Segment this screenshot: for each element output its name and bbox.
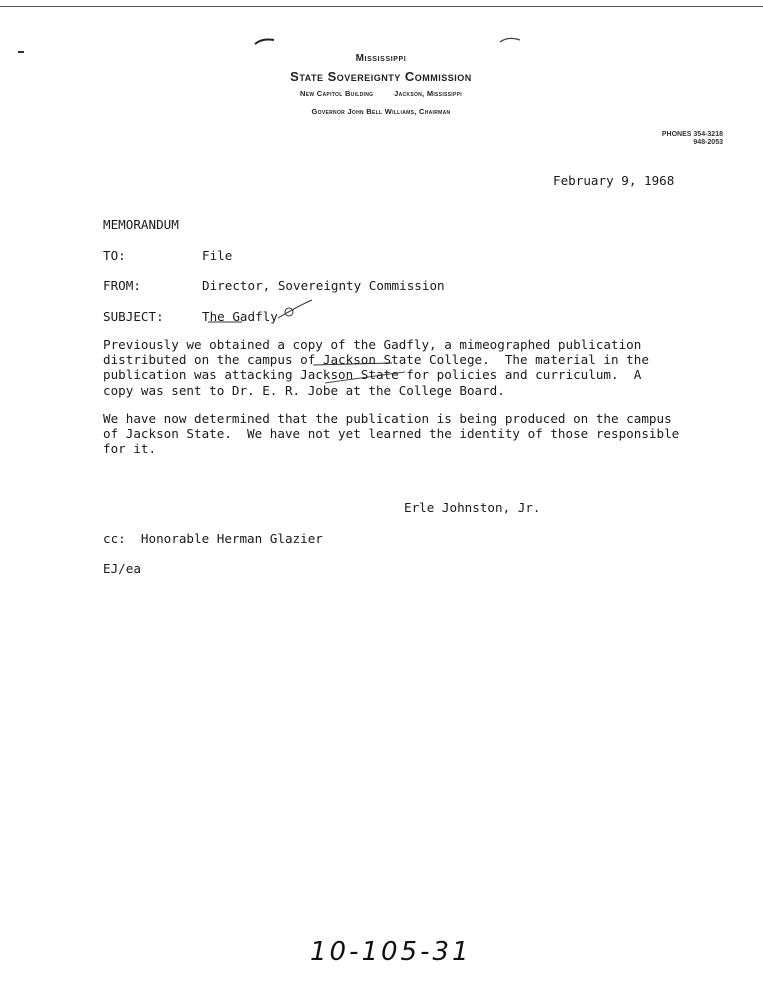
subject-pen-stroke xyxy=(278,300,312,318)
body-paragraph-1: Previously we obtained a copy of the Gadfly, a mimeographed publication distributed on the campus of Jackson State College. The material in the publication was attacking Jackson State for policies and curriculum. A copy was sent to Dr. E. R. Jobe at the College Board. xyxy=(103,337,649,398)
letterhead-phones xyxy=(662,131,723,147)
letterhead-address xyxy=(250,89,512,98)
typist-initials: EJ/ea xyxy=(103,561,141,576)
signature: Erle Johnston, Jr. xyxy=(404,500,541,515)
letterhead-mark-right xyxy=(500,38,520,42)
phone-number-1: 354-3218 xyxy=(693,131,723,138)
letterhead-governor: Governor John Bell Williams, Chairman xyxy=(311,107,451,116)
phones-label: PHONES xyxy=(661,131,692,138)
phone-number-2: 948-2053 xyxy=(693,139,723,146)
letterhead-state: Mississippi xyxy=(355,53,407,64)
to-value: File xyxy=(202,248,233,263)
subject-label: SUBJECT: xyxy=(103,309,164,324)
letterhead-mark-left xyxy=(255,40,274,45)
letterhead-city: Jackson, Mississippi xyxy=(394,89,462,98)
from-label: FROM: xyxy=(103,278,141,293)
memo-heading: MEMORANDUM xyxy=(103,217,179,232)
to-label: TO: xyxy=(103,248,126,263)
subject-value: The Gadfly xyxy=(202,309,278,324)
body-paragraph-2: We have now determined that the publication is being produced on the campus of Jackson State. We have not yet learned the identity of those responsible for it. xyxy=(103,411,680,457)
from-value: Director, Sovereignty Commission xyxy=(202,278,445,293)
letterhead-building: New Capitol Building xyxy=(300,89,374,98)
handwritten-file-number: 10-105-31 xyxy=(310,937,472,967)
memo-date: February 9, 1968 xyxy=(553,173,675,188)
letterhead-agency: State Sovereignty Commission xyxy=(290,69,472,84)
cc-line: cc: Honorable Herman Glazier xyxy=(103,531,323,546)
